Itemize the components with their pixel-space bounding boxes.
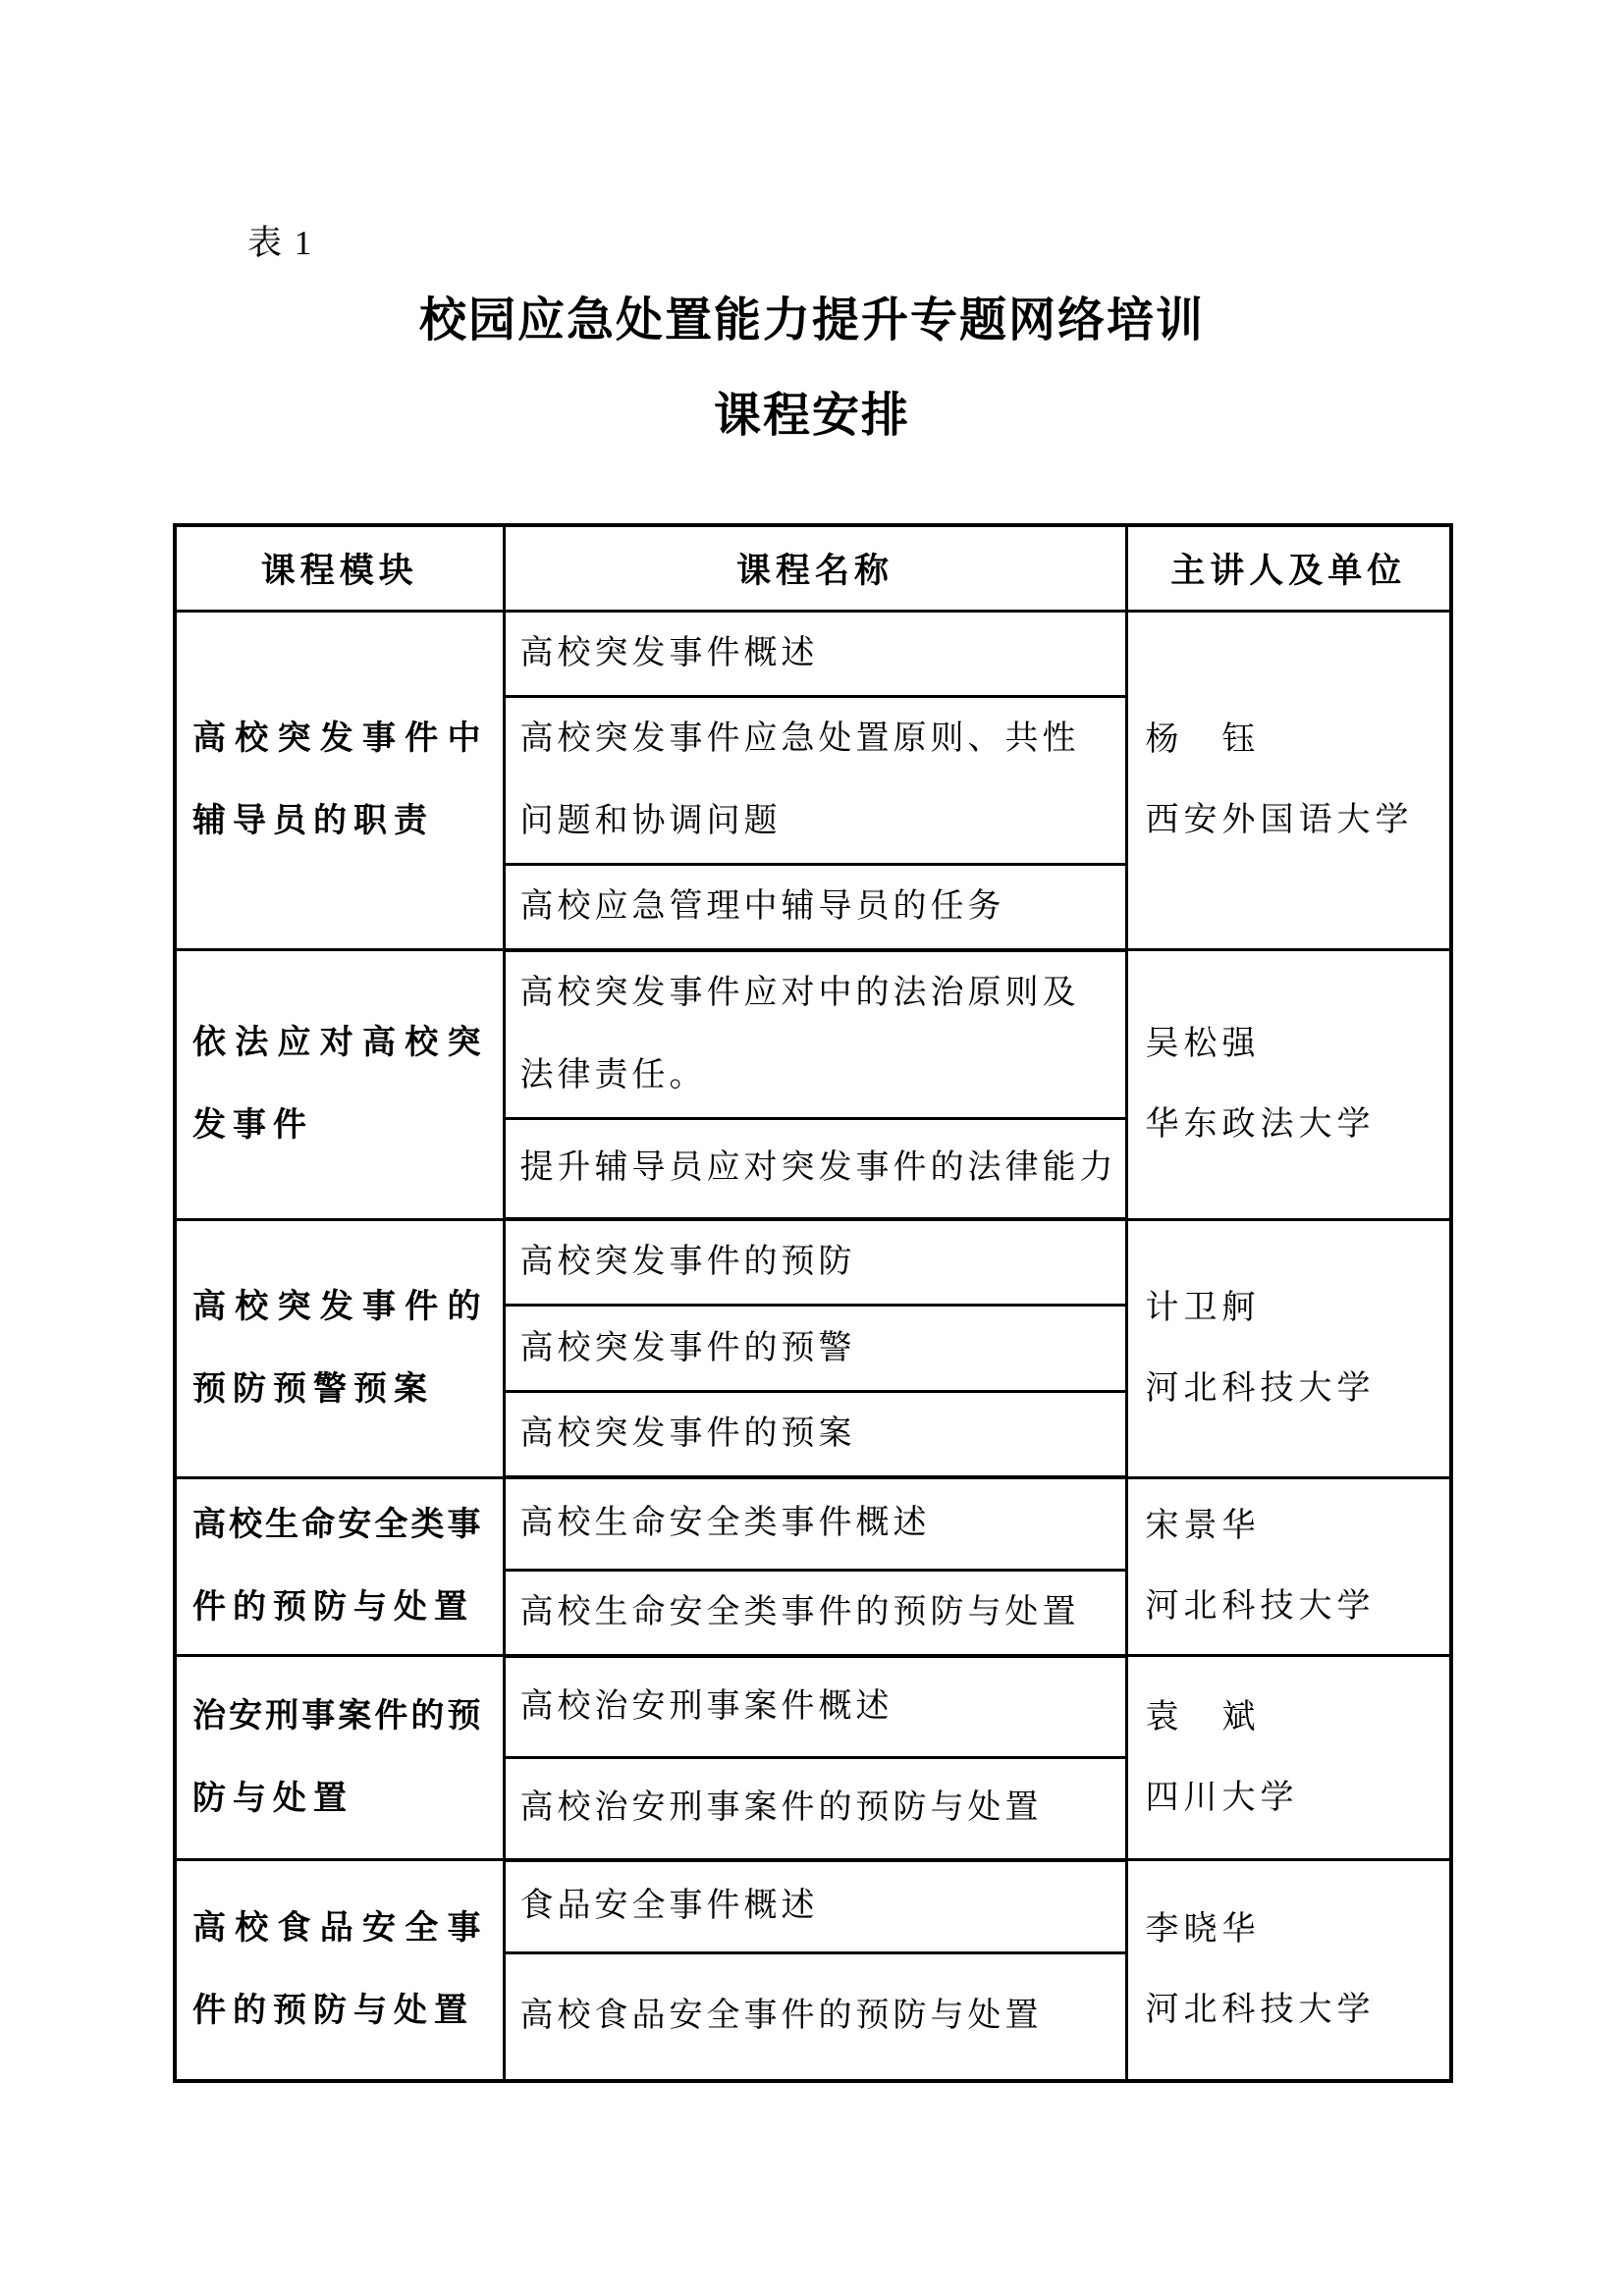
course-cell	[504, 1306, 1126, 1392]
course-name-line: 高校突发事件概述	[519, 634, 819, 671]
module-name-line: 高 校 生 命 安 全 类 事	[192, 1506, 481, 1543]
module-name-line: 发事件	[192, 1106, 313, 1144]
header-course-name: 课程名称	[504, 525, 1126, 611]
speaker-cell	[1126, 1219, 1451, 1477]
module-name-line: 防与处置	[192, 1780, 353, 1817]
speaker-name: 宋景华	[1145, 1507, 1261, 1544]
course-name-line: 高校生命安全类事件的预防与处置	[519, 1593, 1080, 1630]
course-cell	[504, 1118, 1126, 1219]
course-row	[175, 1860, 1451, 1953]
speaker-name: 袁 斌	[1145, 1698, 1261, 1735]
module-name-line: 高 校 突 发 事 件 的	[192, 1288, 481, 1325]
course-name-line: 高校突发事件应急处置原则、共性	[519, 720, 1080, 757]
module-cell	[175, 611, 504, 950]
module-name-line: 依 法 应 对 高 校 突	[192, 1024, 481, 1061]
course-name-line: 高校突发事件的预警	[519, 1329, 856, 1366]
course-name-line: 高校突发事件的预防	[519, 1244, 856, 1280]
course-cell	[504, 1860, 1126, 1953]
course-name-line: 高校应急管理中辅导员的任务	[519, 887, 1005, 925]
course-cell	[504, 611, 1126, 696]
course-name-line: 高校突发事件的预案	[519, 1415, 856, 1452]
module-cell	[175, 1656, 504, 1860]
document-subtitle: 课程安排	[713, 390, 910, 442]
course-row	[175, 1656, 1451, 1758]
course-cell	[504, 1953, 1126, 2081]
speaker-organization: 河北科技大学	[1145, 1369, 1376, 1407]
module-cell	[175, 950, 504, 1220]
course-name-line: 高校治安刑事案件的预防与处置	[519, 1789, 1043, 1827]
header-course-module: 课程模块	[175, 525, 504, 611]
module-name-line: 高 校 突 发 事 件 中	[192, 720, 481, 757]
course-row	[175, 611, 1451, 696]
course-name-line: 问题和协调问题	[519, 802, 782, 839]
module-name-line: 件的预防与处置	[192, 1588, 474, 1626]
module-name-line: 辅导员的职责	[192, 802, 434, 839]
course-name-line: 高校食品安全事件的预防与处置	[519, 1998, 1043, 2035]
speaker-organization: 河北科技大学	[1145, 1991, 1376, 2028]
course-name-line: 法律责任。	[519, 1056, 707, 1094]
speaker-cell	[1126, 1860, 1451, 2081]
course-cell	[504, 864, 1126, 950]
course-name-line: 提升辅导员应对突发事件的法律能力	[519, 1149, 1117, 1187]
speaker-organization: 四川大学	[1145, 1779, 1299, 1816]
course-row	[175, 1219, 1451, 1306]
speaker-cell	[1126, 1477, 1451, 1656]
speaker-name: 吴松强	[1145, 1025, 1261, 1062]
module-name-line: 预防预警预案	[192, 1370, 434, 1408]
course-cell	[504, 1570, 1126, 1656]
course-cell	[504, 950, 1126, 1119]
course-schedule-table	[173, 523, 1453, 2083]
document-title: 校园应急处置能力提升专题网络培训	[418, 294, 1205, 347]
speaker-organization: 华东政法大学	[1145, 1105, 1376, 1143]
speaker-organization: 西安外国语大学	[1145, 801, 1414, 838]
speaker-organization: 河北科技大学	[1145, 1587, 1376, 1625]
speaker-name: 李晓华	[1145, 1910, 1261, 1948]
speaker-cell	[1126, 1656, 1451, 1860]
course-cell	[504, 1392, 1126, 1478]
course-cell	[504, 1477, 1126, 1570]
course-name-line: 食品安全事件概述	[519, 1888, 819, 1925]
speaker-name: 杨 钰	[1145, 721, 1261, 758]
speaker-cell	[1126, 950, 1451, 1220]
speaker-cell	[1126, 611, 1451, 950]
header-speaker: 主讲人及单位	[1126, 525, 1451, 611]
module-cell	[175, 1860, 504, 2081]
speaker-name: 计卫舸	[1145, 1289, 1261, 1326]
module-cell	[175, 1219, 504, 1477]
header-row	[175, 525, 1451, 611]
course-cell	[504, 1758, 1126, 1860]
module-name-line: 高 校 食 品 安 全 事	[192, 1909, 481, 1947]
course-cell	[504, 1656, 1126, 1758]
course-cell	[504, 696, 1126, 864]
course-name-line: 高校治安刑事案件概述	[519, 1687, 893, 1725]
course-cell	[504, 1219, 1126, 1306]
course-row	[175, 950, 1451, 1119]
course-row	[175, 1477, 1451, 1570]
module-cell	[175, 1477, 504, 1656]
course-name-line: 高校生命安全类事件概述	[519, 1505, 931, 1542]
course-name-line: 高校突发事件应对中的法治原则及	[519, 974, 1080, 1011]
module-name-line: 件的预防与处置	[192, 1992, 474, 2029]
table-number-label: 表 1	[247, 224, 314, 262]
module-name-line: 治 安 刑 事 案 件 的 预	[192, 1697, 481, 1735]
